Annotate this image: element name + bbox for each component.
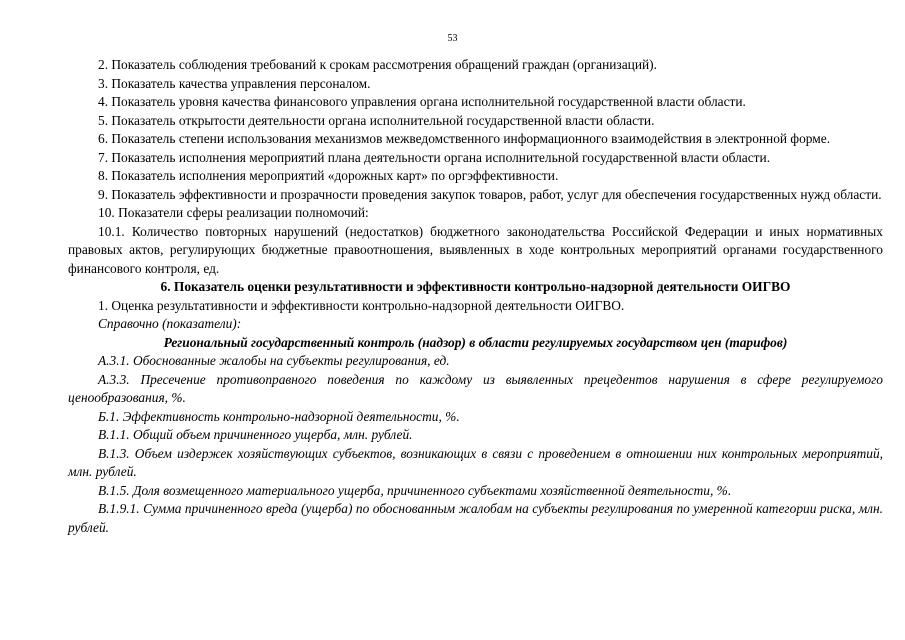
paragraph-indicator-9: 9. Показатель эффективности и прозрачности проведения закупок товаров, работ, услуг для обеспечения государственных нужд области.: [98, 186, 882, 202]
reference-label: Справочно (показатели):: [98, 316, 242, 331]
section-heading: 6. Показатель оценки результативности и эффективности контрольно-надзорной деятельности ОИГВО: [160, 279, 791, 294]
paragraph-indicator-10-1: 10.1. Количество повторных нарушений (недостатков) бюджетного законодательства Российской Федерации и иных нормативных правовых актов, регулирующих бюджетные правоотношения, выявленных в ходе контрольных мероприятий органами государственного финансового контроля, ед.: [68, 223, 883, 276]
paragraph-indicator-7: 7. Показатель исполнения мероприятий плана деятельности органа исполнительной государственной власти области.: [98, 149, 771, 165]
paragraph-indicator-5: 5. Показатель открытости деятельности органа исполнительной государственной власти области.: [98, 112, 655, 128]
paragraph-indicator-10: 10. Показатели сферы реализации полномочий:: [98, 205, 369, 220]
paragraph-indicator-6: 6. Показатель степени использования механизмов межведомственного информационного взаимодействия в электронной форме.: [98, 131, 831, 146]
indicator-a-3-1: А.3.1. Обоснованные жалобы на субъекты регулирования, ед.: [98, 353, 450, 368]
paragraph-assessment: 1. Оценка результативности и эффективности контрольно-надзорной деятельности ОИГВО.: [98, 297, 625, 313]
indicator-v-1-5: В.1.5. Доля возмещенного материального ущерба, причиненного субъектами хозяйственной деятельности, %.: [98, 482, 732, 498]
subsection-heading: Региональный государственный контроль (надзор) в области регулируемых государством цен (тарифов): [163, 334, 788, 350]
paragraph-indicator-2: 2. Показатель соблюдения требований к срокам рассмотрения обращений граждан (организаций).: [98, 57, 657, 72]
indicator-v-1-9-1: В.1.9.1. Сумма причиненного вреда (ущерба) по обоснованным жалобам на субъекты регулирования по умеренной категории риска, млн. рублей.: [68, 501, 883, 535]
indicator-v-1-1: В.1.1. Общий объем причиненного ущерба, млн. рублей.: [98, 427, 413, 442]
indicator-b-1: Б.1. Эффективность контрольно-надзорной деятельности, %.: [98, 408, 460, 424]
paragraph-indicator-4: 4. Показатель уровня качества финансового управления органа исполнительной государственной власти области.: [98, 94, 746, 109]
paragraph-indicator-8: 8. Показатель исполнения мероприятий «дорожных карт» по оргэффективности.: [98, 168, 559, 183]
page-number: 53: [447, 33, 458, 44]
document-body: [68, 56, 883, 537]
paragraph-indicator-3: 3. Показатель качества управления персоналом.: [98, 75, 371, 91]
indicator-a-3-3: А.3.3. Пресечение противоправного поведения по каждому из выявленных прецедентов нарушения в сфере регулируемого ценообразования, %.: [68, 371, 883, 405]
indicator-v-1-3: В.1.3. Объем издержек хозяйствующих субъектов, возникающих в связи с проведением в отношении них контрольных мероприятий, млн. рублей.: [68, 445, 883, 479]
